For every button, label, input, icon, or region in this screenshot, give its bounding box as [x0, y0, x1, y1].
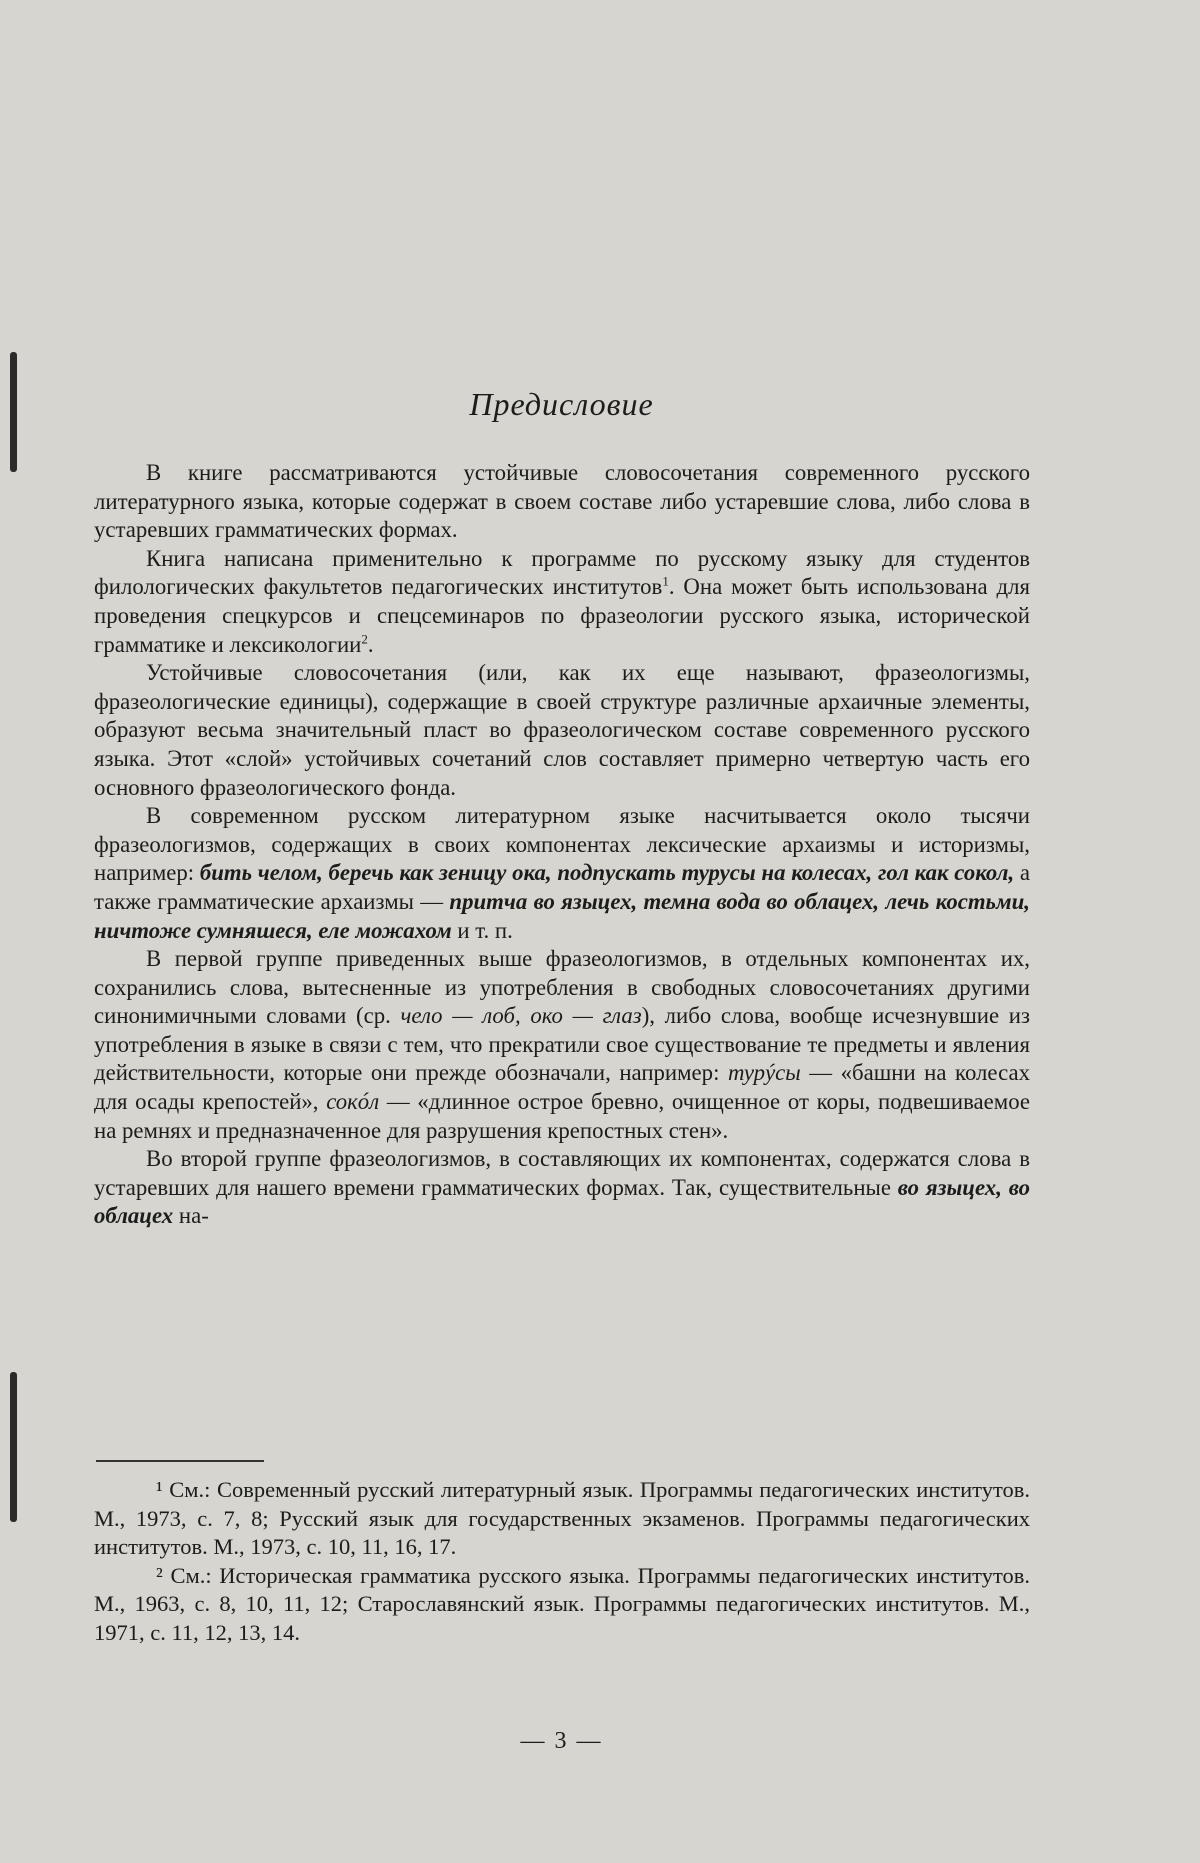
paragraph-text: — «длинное острое бревно, очищенное от коры, подвешиваемое на ремнях и предназначенное для разрушения крепостных стен». [94, 1089, 1030, 1143]
paragraph [94, 1145, 1030, 1231]
paragraph [94, 945, 1030, 1145]
footnote-reference: 2 [361, 630, 368, 646]
footnote: ¹ См.: Современный русский литературный язык. Программы педагогических институтов. М., 1973, с. 7, 8; Русский язык для государственных экзаменов. Программы педагогических институтов. М., 1973, с. 10, 11, 16, 17. [94, 1477, 1030, 1560]
paragraph-text: — «башни на колесах для осады крепостей», [94, 1060, 1031, 1115]
paragraph-text: Во второй группе фразеологизмов, в составляющих их компонентах, содержатся слова в устаревших для нашего времени грамматических формах. Так, существительные [94, 1146, 1030, 1200]
example-phrases: бить челом, беречь как зеницу ока, подпускать турусы на колесах, гол как сокол, [199, 860, 1015, 886]
paragraph-text: В первой группе приведенных выше фразеологизмов, в отдельных компонентах их, сохранились слова, вытесненные из употребления в свободных словосочетаниях другими синонимичными словами (ср. [94, 946, 1030, 1029]
footnote-reference: 1 [662, 573, 669, 589]
paragraph-text: В современном русском литературном языке насчитывается около тысячи фразеологизмов, содержащих в своих компонентах лексические архаизмы и историзмы, например: [94, 803, 1030, 886]
paragraph-text: и т. п. [457, 917, 513, 943]
page-heading: Предисловие [469, 386, 654, 422]
footnote: ² См.: Историческая грамматика русского языка. Программы педагогических институтов. М., 1963, с. 8, 10, 11, 12; Старославянский язык. Программы педагогических институтов. М., 1971, с. 11, 12, 13, 14. [94, 1562, 1030, 1645]
paragraph-text: а также грамматические архаизмы — [94, 860, 1030, 914]
paragraph [94, 545, 1030, 659]
paragraph-text: . [367, 631, 374, 657]
paragraph-text: Книга написана применительно к программе по русскому языку для студентов филологических факультетов педагогических институтов [94, 545, 1030, 600]
example-word: сокóл [326, 1089, 380, 1115]
footnote-divider [96, 1460, 264, 1462]
page-number: — 3 — [520, 1728, 603, 1754]
body-text [94, 459, 1030, 1231]
paragraph [94, 802, 1030, 945]
example-word: турýсы [727, 1060, 801, 1086]
paragraph: В книге рассматриваются устойчивые словосочетания современного русского литературного языка, которые содержат в своем составе либо устаревшие слова, либо слова в устаревших грамматических формах. [94, 460, 1030, 543]
paragraph: Устойчивые словосочетания (или, как их еще называют, фразеологизмы, фразеологические единицы), содержащие в своей структуре различные архаичные элементы, образуют весьма значительный пласт во фразеологическом составе современного русского языка. Этот «слой» устойчивых сочетаний слов составляет примерно четвертую часть его основного фразеологического фонда. [94, 660, 1030, 800]
footnotes [94, 1476, 1030, 1648]
binding-shadow-mark [10, 1372, 17, 1522]
paragraph-text: . Она может быть использована для проведения спецкурсов и спецсеминаров по фразеологии русского языка, исторической грамматике и лексикологии [94, 574, 1030, 657]
example-phrases: притча во языцех, темна вода во облацех, лечь костьми, ничтоже сумняшеся, еле можахом [94, 888, 1030, 943]
example-phrases: во языцех, во облацех [94, 1174, 1030, 1229]
paragraph-text: на- [178, 1203, 209, 1229]
example-words: чело — лоб, око — глаз [400, 1003, 642, 1029]
paragraph-text: ), либо слова, вообще исчезнувшие из употребления в языке в связи с тем, что прекратили свое существование те предметы и явления действительности, которые они прежде обозначали, например: [94, 1003, 1030, 1086]
